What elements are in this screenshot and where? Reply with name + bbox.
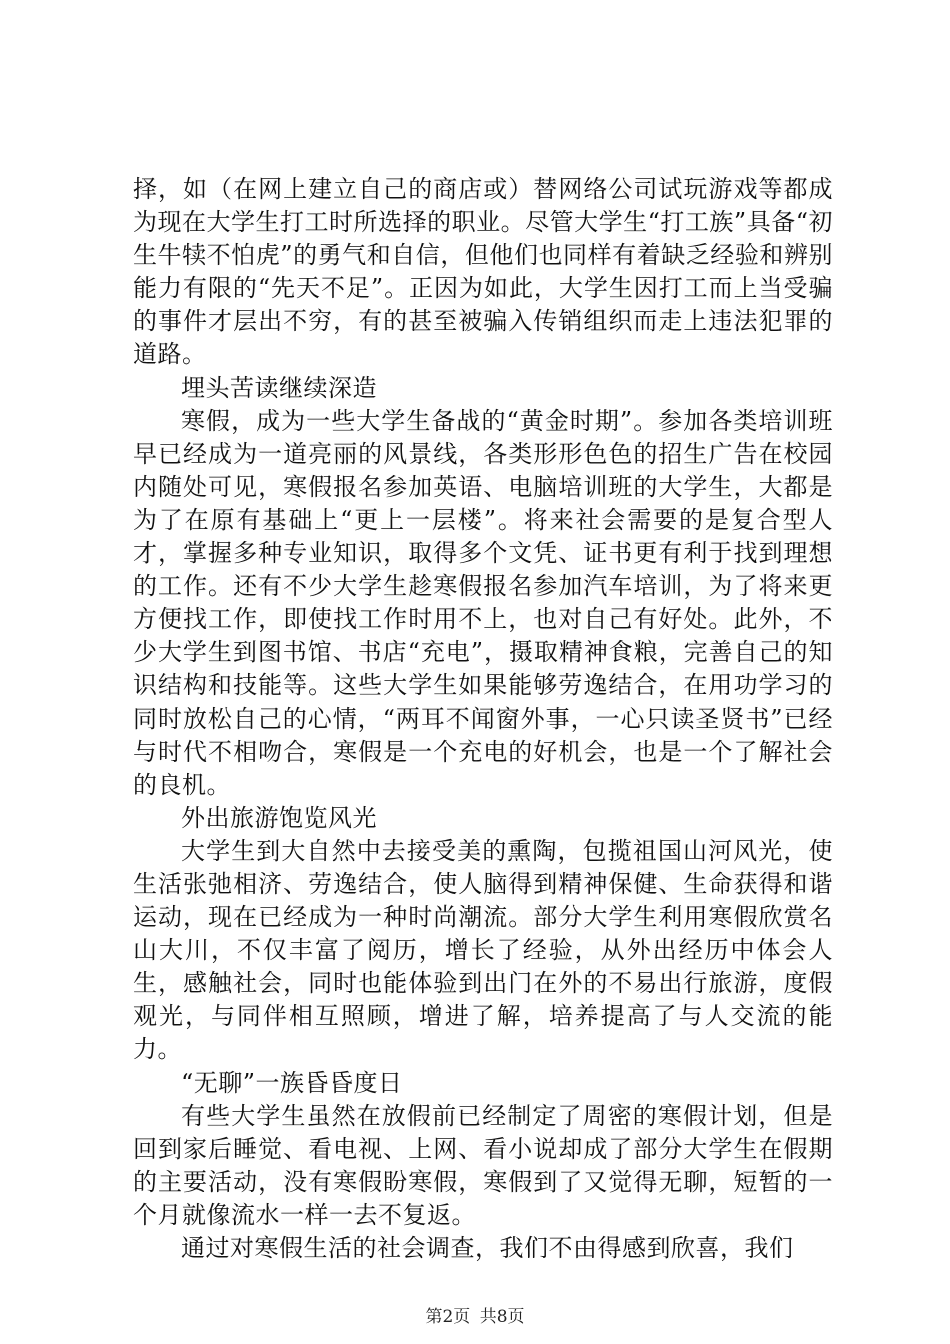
paragraph-conclusion: 通过对寒假生活的社会调查，我们不由得感到欣喜，我们: [181, 1234, 794, 1262]
paragraph-continued: 择，如（在网上建立自己的商店或）替网络公司试玩游戏等都成为现在大学生打工时所选择的职业。尽管大学生“打工族”具备“初生牛犊不怕虎”的勇气和自信，但他们也同样有着缺乏经验和辨别能力有限的“先天不足”。正因为如此，大学生因打工而上当受骗的事件才层出不穷，有的甚至被骗入传销组织而走上违法犯罪的道路。: [133, 175, 833, 369]
paragraph-study: 寒假，成为一些大学生备战的“黄金时期”。参加各类培训班早已经成为一道亮丽的风景线，各类形形色色的招生广告在校园内随处可见，寒假报名参加英语、电脑培训班的大学生，大都是为了在原有基础上“更上一层楼”。将来社会需要的是复合型人才，掌握多种专业知识，取得多个文凭、证书更有利于找到理想的工作。还有不少大学生趁寒假报名参加汽车培训，为了将来更方便找工作，即使找工作时用不上，也对自己有好处。此外，不少大学生到图书馆、书店“充电”，摄取精神食粮，完善自己的知识结构和技能等。这些大学生如果能够劳逸结合，在用功学习的同时放松自己的心情，“两耳不闻窗外事，一心只读圣贤书”已经与时代不相吻合，寒假是一个充电的好机会，也是一个了解社会的良机。: [133, 406, 833, 799]
paragraph-bored: 有些大学生虽然在放假前已经制定了周密的寒假计划，但是回到家后睡觉、看电视、上网、看小说却成了部分大学生在假期的主要活动，没有寒假盼寒假，寒假到了又觉得无聊，短暂的一个月就像流水一样一去不复返。: [133, 1101, 833, 1229]
page-number: 第2页: [425, 1307, 471, 1327]
section-heading-study: 埋头苦读继续深造: [181, 373, 377, 402]
page-footer: [0, 1302, 950, 1327]
paragraph-travel: 大学生到大自然中去接受美的熏陶，包揽祖国山河风光，使生活张弛相济、劳逸结合，使人脑得到精神保健、生命获得和谐运动，现在已经成为一种时尚潮流。部分大学生利用寒假欣赏名山大川，不仅丰富了阅历，增长了经验，从外出经历中体会人生，感触社会，同时也能体验到出门在外的不易出行旅游，度假观光，与同伴相互照顾，增进了解，培养提高了与人交流的能力。: [133, 836, 833, 1064]
section-heading-bored: “无聊”一族昏昏度日: [181, 1068, 403, 1097]
section-heading-travel: 外出旅游饱览风光: [181, 803, 377, 832]
page-total: 共8页: [479, 1307, 525, 1327]
document-body: [133, 173, 833, 1265]
